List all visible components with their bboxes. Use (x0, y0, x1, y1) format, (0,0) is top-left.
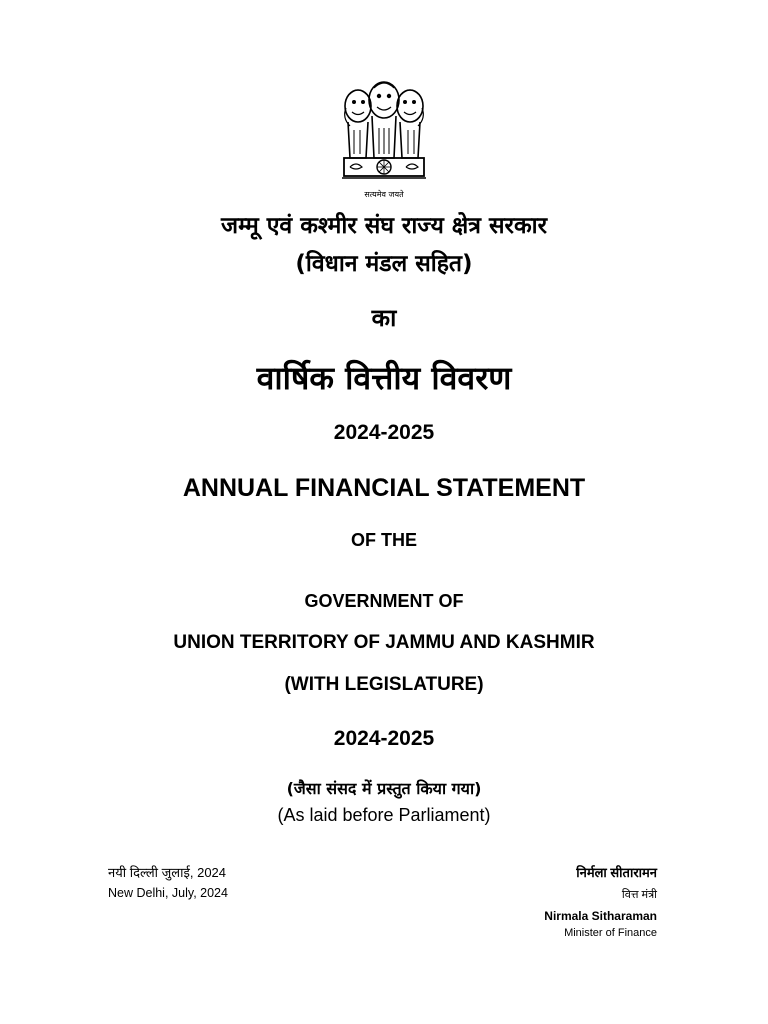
place-date-block (108, 863, 228, 903)
hindi-laid-note: (जैसा संसद में प्रस्तुत किया गया) (286, 779, 482, 798)
hindi-legislature-subtitle: (विधान मंडल सहित) (295, 251, 473, 277)
place-date-english: New Delhi, July, 2024 (108, 886, 228, 900)
of-the-label: OF THE (351, 530, 417, 550)
legislature-label: (WITH LEGISLATURE) (284, 674, 484, 695)
emblem-motto: सत्यमेव जयते (364, 190, 404, 199)
national-emblem-icon (336, 78, 432, 198)
government-of-label: GOVERNMENT OF (304, 591, 464, 611)
hindi-document-title: वार्षिक वित्तीय विवरण (256, 359, 512, 397)
fiscal-year-top: 2024-2025 (333, 421, 435, 444)
fiscal-year-bottom: 2024-2025 (333, 727, 435, 750)
union-territory-name: UNION TERRITORY OF JAMMU AND KASHMIR (173, 632, 595, 653)
signatory-title-english: Minister of Finance (564, 927, 657, 939)
signatory-title-hindi: वित्त मंत्री (621, 889, 657, 901)
document-title: ANNUAL FINANCIAL STATEMENT (182, 474, 586, 502)
place-date-hindi: नयी दिल्ली जुलाई, 2024 (108, 865, 227, 880)
hindi-government-title: जम्मू एवं कश्मीर संघ राज्य क्षेत्र सरकार (221, 213, 547, 239)
laid-before-parliament-note: (As laid before Parliament) (277, 805, 491, 825)
hindi-connector: का (371, 304, 397, 332)
signatory-block (544, 862, 657, 940)
signatory-name-english: Nirmala Sitharaman (544, 909, 657, 923)
signatory-name-hindi: निर्मला सीतारामन (576, 865, 657, 880)
